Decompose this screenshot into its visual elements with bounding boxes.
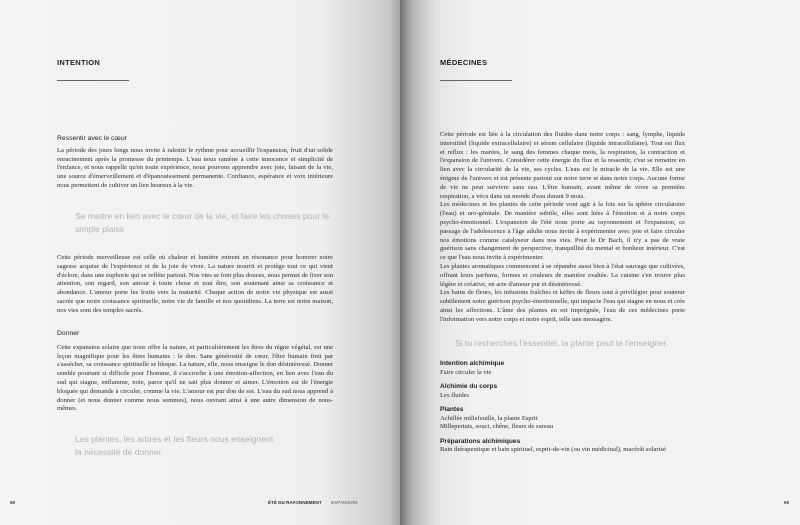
subheading-donner: Donner	[57, 330, 80, 337]
footer-title: ÉTÉ DU RAYONNEMENT	[268, 500, 322, 505]
paragraph-ressentir: La période des jours longs nous invite à ralentir le rythme pour accueillir l'expansion, fruit d'un solide enracinement après la promesse du printemps. L'eau nous ramène à cette innocence et simplicité de l'enfance, et nous rappelle qu'en toute expérience, nous pouvons apprendre avec joie, faisant de la vie, une source d'émerveillement et d'épanouissement permanente. Confiance, espérance et voix intérieure nous permettent de cultiver un lien heureux à la vie.	[57, 146, 333, 189]
right-heading-rule	[440, 80, 512, 81]
property-item	[440, 406, 690, 432]
property-label: Préparations alchimiques	[440, 437, 521, 445]
paragraph-donner: Cette expansion solaire que nous offre la nature, et particulièrement les êtres du règne végétal, est une leçon magnifique pour les êtres humains : le don. Sans générosité de cœur, l'être humain finit par s'assécher, sa croissance spirituelle se bloque. La nature, elle, nous enseigne le don désintéressé. Donner semble pourtant si difficile pour l'homme, il s'accroche à une émotion-affection, en lien avec l'eau du sud qui stagne, enflamme, noie, parce qu'il ne sait plus donner et aimer. L'émotion est de l'énergie bloquée qui demande à circuler, comme la vie. L'amour est pur don de soi. L'eau du sud nous apprend à donner (et nous donner comme nous sommes), nous ouvrant ainsi à une autre dimension de nous-mêmes.	[57, 343, 333, 413]
left-heading-rule	[57, 80, 129, 81]
subheading-ressentir: Ressentir avec le cœur	[57, 135, 127, 142]
right-page-heading: MÉDECINES	[440, 58, 488, 67]
property-item	[440, 360, 690, 377]
pull-quote-essentiel: Si tu recherches l'essentiel, la plante peut te l'enseigner.	[455, 338, 669, 348]
right-page	[400, 0, 800, 525]
properties-list	[440, 360, 690, 455]
property-label: Intention alchimique	[440, 360, 505, 367]
left-body-middle	[57, 254, 333, 316]
property-value: Les fluides	[440, 391, 470, 399]
footer-section: EXPANSION	[330, 500, 358, 505]
property-item	[440, 383, 690, 400]
property-item	[440, 438, 690, 455]
paragraph-aromatiques: Les plantes aromatiques commencent à se répandre aussi bien à l'état sauvage que cultivées, offrant leurs parfums, formes et couleurs de manière exaltée. La cuisine s'en trouve plus légère et créative, en acte d'amour pur et désintéressé.	[440, 262, 685, 288]
property-label: Alchimie du corps	[440, 383, 498, 390]
paragraph-medecines: Les médecines et les plantes de cette période vont agir à la fois sur la sphère circulatoire (l'eau) et uro-génitale. De manière subtile, elles sont liées à l'émotion et à notre corps psycho-émotionnel. L'expansion de l'été nous porte au rayonnement et l'expansion, ce passage de l'adolescence à l'âge adulte nous invite à expérimenter avec joie et faire circuler nos émotions comme catalyseur dans nos vies. Pour le Dr Bach, il n'y a pas de vraie guérison sans changement de perspective, tranquillité du mental et bonheur intérieur. C'est ce que l'eau nous invite à expérimenter.	[440, 201, 685, 262]
left-body-bottom	[57, 330, 333, 414]
paragraph-fluides: Cette période est liée à la circulation des fluides dans notre corps : sang, lymphe, liquide interstitiel (liquide extracellulaire) et sérum cellulaire (liquide intracellulaire). Tout est flux et reflux : les marées, le sang des femmes chaque mois, la respiration, la contraction et l'expansion de l'univers. Considérer cette énergie du flux et la ressentir, c'est se remettre en lien avec la circularité de la vie, ses cycles. L'eau est le miracle de la vie. Elle est une énigme de l'univers et est présente partout sur notre terre et dans notre corps. Aucune forme de vie ne peut survivre sans eau. L'être humain, avant même de vivre sa première respiration, a vécu dans un monde d'eau durant 9 mois.	[440, 131, 685, 200]
paragraph-periode: Cette période merveilleuse est celle où chaleur et lumière entrent en résonance pour honorer notre sagesse acquise de l'expérience et de la joie de vivre. La nature nourrit et protège tout ce qui vient d'éclore, dans une euphorie qui se reflète partout. Nos vies se font plus douces, nous permet de fixer son attention, son regard, son amour à toute chose et tout être, son soutenant ainsi sa croissance et abondance. L'amour porte les fruits vers la maturité. Chaque action de notre vie physique est aussi sacrée que notre croissance spirituelle, notre vie de famille et nos quotidiens. La terre est notre maison, nos vies sont des temples sacrés.	[57, 254, 333, 314]
paragraph-bains: Les bains de fleurs, les infusions fraîches et kéfirs de fleurs sont à privilégier pour soutenir subtilement notre guérison psycho-émotionnelle, qui impacte l'eau qui stagne en nous et crée ainsi les affections. L'âme des plantes en est imprégnée, l'eau de ces médecines porte l'information vers notre corps et notre esprit, telle une messagère.	[440, 289, 685, 323]
left-body-top	[57, 135, 333, 191]
right-page-number: 69	[784, 500, 790, 505]
property-value: Achillée millefeuille, la plante Esprit Millepertuis, souci, chêne, fleurs de sureau	[440, 414, 554, 430]
property-value: Faire circuler la vie	[440, 368, 492, 376]
property-label: Plantes	[440, 406, 464, 413]
pull-quote-plantes: Les plantes, les arbres et les fleurs nous enseignent la nécessité de donner.	[75, 434, 274, 457]
pull-quote-coeur: Se mettre en lien avec le cœur de la vie, et faire les choses pour le simple plaisir	[75, 211, 330, 234]
left-page-number: 68	[10, 500, 16, 505]
property-value: Bain thérapeutique et bain spirituel, esprit-de-vin (ou vin médicinal), macérât solarisé	[440, 446, 666, 453]
left-page-heading: INTENTION	[57, 58, 101, 67]
running-footer	[268, 500, 357, 505]
right-body	[440, 131, 685, 325]
